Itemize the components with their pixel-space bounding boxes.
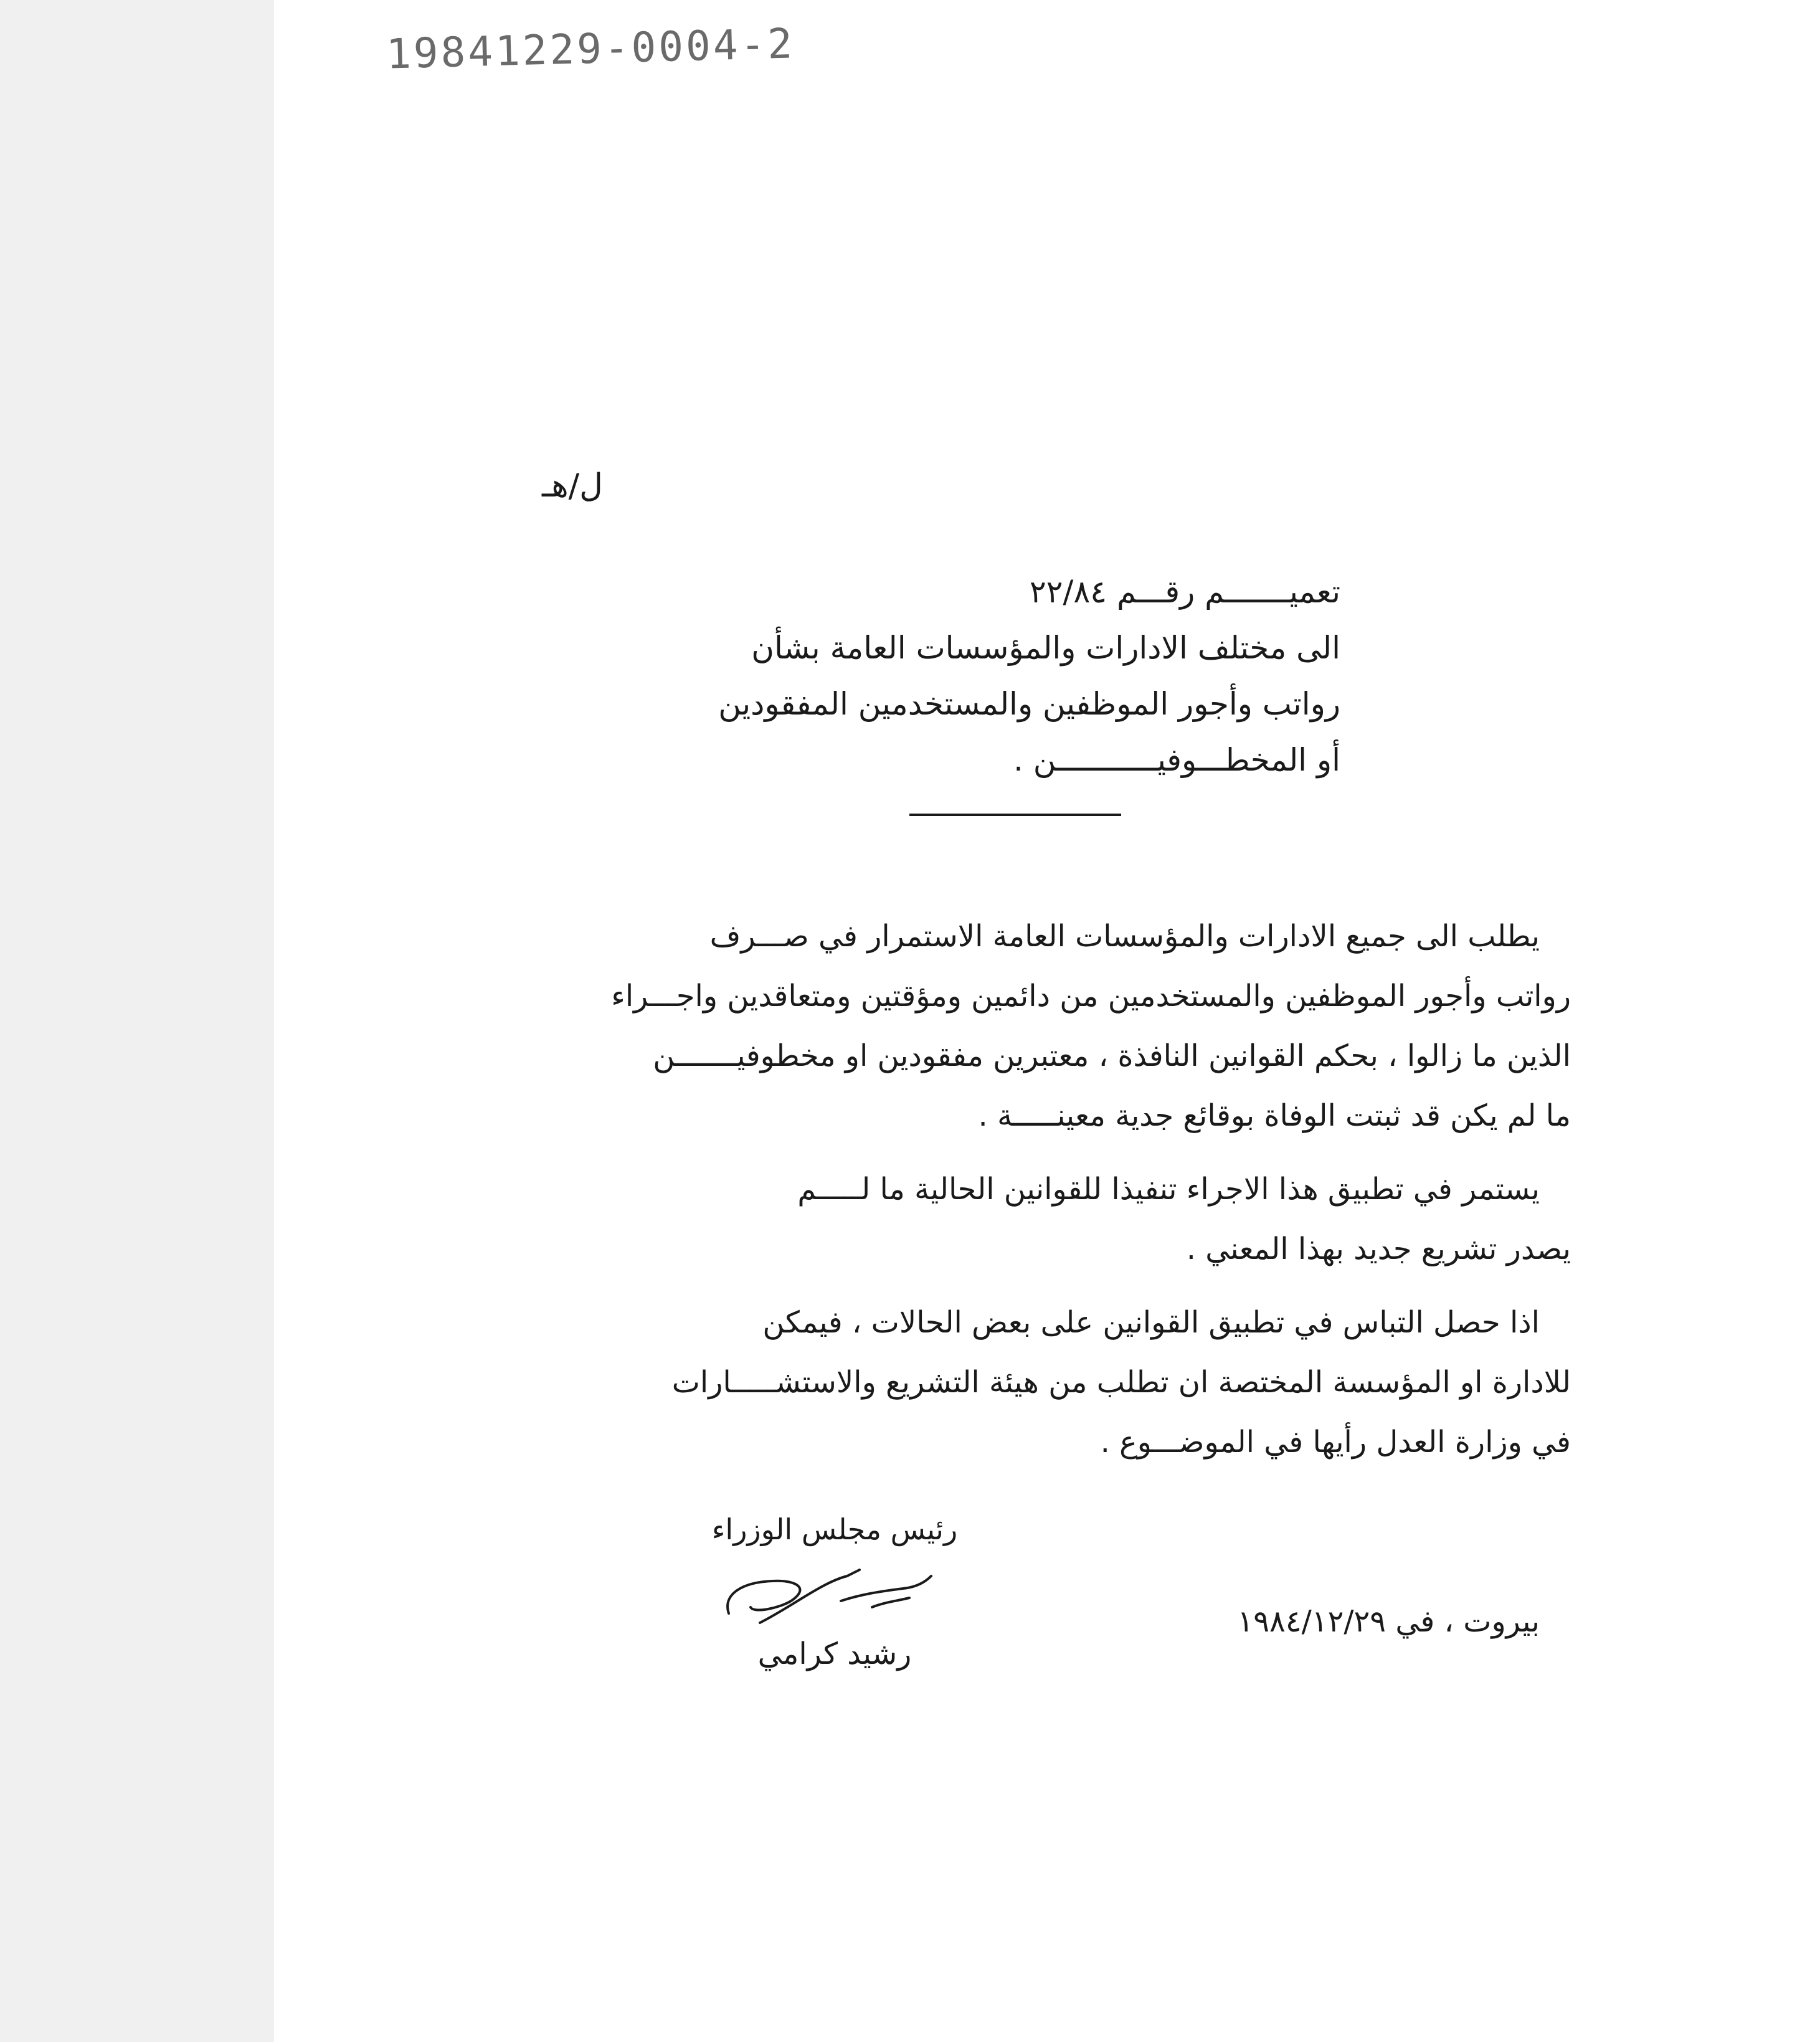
- title-line: رواتب وأجور الموظفين والمستخدمين المفقودين: [718, 686, 1340, 722]
- archive-id: 19841229-0004-2: [386, 19, 795, 78]
- place-date: بيروت ، في ١٩٨٤/١٢/٢٩: [1237, 1604, 1540, 1639]
- paragraph-line: للادارة او المؤسسة المختصة ان تطلب من هيئة التشريع والاستشـــــارات: [671, 1365, 1571, 1400]
- paragraph: [549, 1293, 1571, 1472]
- paragraph-line: يصدر تشريع جديد بهذا المعني .: [1186, 1232, 1571, 1266]
- circular-title: [718, 564, 1340, 788]
- paragraph-line: الذين ما زالوا ، بحكم القوانين النافذة ، معتبرين مفقودين او مخطوفيـــــــن: [653, 1038, 1571, 1073]
- signer-name: رشيد كرامي: [757, 1636, 912, 1671]
- paragraph-line: يطلب الى جميع الادارات والمؤسسات العامة الاستمرار في صـــرف: [709, 919, 1540, 954]
- paragraph-line: يستمر في تطبيق هذا الاجراء تنفيذا للقوانين الحالية ما لـــــم: [797, 1172, 1540, 1207]
- signer-role: رئيس مجلس الوزراء: [711, 1513, 958, 1546]
- paragraph-line: في وزارة العدل رأيها في الموضـــوع .: [1100, 1425, 1571, 1460]
- paragraph: [549, 906, 1571, 1146]
- handwritten-signature: [716, 1564, 953, 1638]
- paragraph-line: رواتب وأجور الموظفين والمستخدمين من دائمين ومؤقتين ومتعاقدين واجـــراء: [611, 979, 1571, 1014]
- reference-mark: ل/هـ: [542, 467, 603, 505]
- title-line: أو المخطـــوفيـــــــــــن .: [1013, 742, 1340, 778]
- title-underline: [909, 814, 1121, 816]
- paragraph-line: اذا حصل التباس في تطبيق القوانين على بعض الحالات ، فيمكن: [762, 1305, 1540, 1340]
- circular-body: [549, 906, 1571, 1486]
- title-line: الى مختلف الادارات والمؤسسات العامة بشأن: [751, 630, 1340, 666]
- scan-margin: [0, 0, 274, 2042]
- paragraph: [549, 1159, 1571, 1279]
- paragraph-line: ما لم يكن قد ثبتت الوفاة بوقائع جدية معينـــــة .: [978, 1098, 1571, 1133]
- title-line: تعميـــــــم رقـــم ٢٢/٨٤: [1029, 574, 1340, 610]
- signature-block: [685, 1508, 984, 1676]
